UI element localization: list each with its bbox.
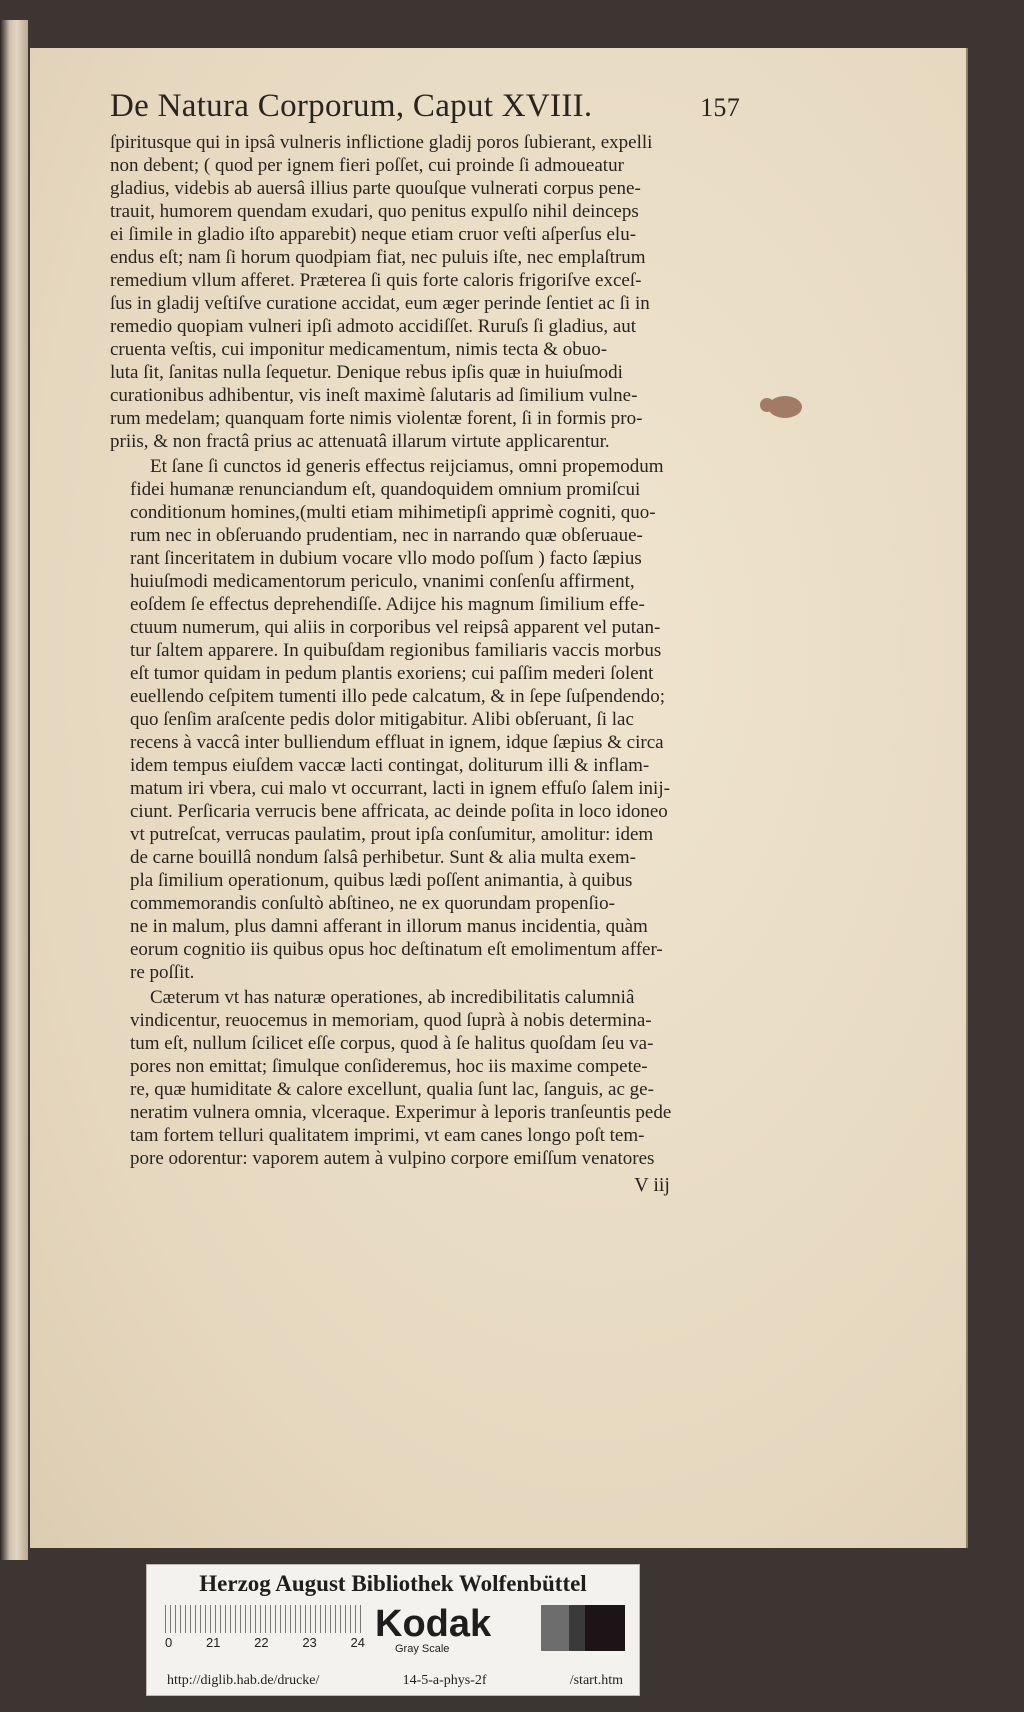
- text-line: re, quæ humiditate & calore excellunt, qualia ſunt lac, ſanguis, ac ge-: [130, 1079, 654, 1100]
- text-line: cruenta veſtis, cui imponitur medicamentum, nimis tecta & obuo-: [110, 339, 608, 360]
- ruler-numbers: [165, 1635, 365, 1650]
- gray-scale-label: Gray Scale: [395, 1643, 450, 1655]
- text-line: pla ſimilium operationum, quibus lædi poſſent animantia, à quibus: [130, 870, 633, 891]
- gray-swatch-mid: [569, 1605, 585, 1651]
- kodak-logo: Kodak: [375, 1603, 492, 1645]
- text-line: recens à vaccâ inter bulliendum effluat in ignem, idque ſæpius & circa: [130, 732, 664, 753]
- text-line: ſpiritusque qui in ipsâ vulneris inflictione gladij poros ſubierant, expelli: [110, 132, 653, 153]
- url-signature: 14-5-a-phys-2f: [402, 1673, 487, 1688]
- text-line: rum medelam; quanquam forte nimis violentæ forent, ſi in formis pro-: [110, 408, 643, 429]
- text-line: rum nec in obſeruando prudentiam, nec in narrando quæ obſeruaue-: [130, 525, 643, 546]
- ruler-number: 24: [350, 1635, 365, 1650]
- text-line: Et ſane ſi cunctos id generis effectus reijciamus, omni propemodum: [150, 456, 664, 477]
- adjacent-page-edge: [0, 20, 28, 1560]
- ruler-number: 23: [302, 1635, 317, 1650]
- text-line: tum eſt, nullum ſcilicet eſſe corpus, quod à ſe halitus quoſdam ſeu va-: [130, 1033, 654, 1054]
- text-line: ei ſimile in gladio iſto apparebit) neque etiam cruor veſti aſperſus elu-: [110, 224, 637, 245]
- url-start: /start.htm: [569, 1673, 623, 1688]
- text-line: rant ſinceritatem in dubium vocare vllo modo poſſum ) facto ſæpius: [130, 548, 642, 569]
- running-head-title: De Natura Corporum, Caput XVIII.: [110, 88, 593, 124]
- text-line: pore odorentur: vaporem autem à vulpino corpore emiſſum venatores: [130, 1148, 655, 1169]
- text-line: huiuſmodi medicamentorum periculo, vnanimi conſenſu affirment,: [130, 571, 635, 592]
- text-line: vt putreſcat, verrucas paulatim, prout ipſa conſumitur, amolitur: idem: [130, 824, 654, 845]
- text-line: endus eſt; nam ſi horum quodpiam fiat, nec puluis iſte, nec emplaſtrum: [110, 247, 646, 268]
- text-line: neratim vulnera omnia, vlceraque. Experimur à leporis tranſeuntis pede: [130, 1102, 672, 1123]
- text-line: ne in malum, plus damni afferant in illorum manus incidentia, quàm: [130, 916, 648, 937]
- ruler-number: 0: [165, 1635, 173, 1650]
- text-line: pores non emittat; ſimulque conſideremus, hoc iis maxime compete-: [130, 1056, 648, 1077]
- text-line: Cæterum vt has naturæ operationes, ab incredibilitatis calumniâ: [150, 987, 635, 1008]
- text-line: commemorandis conſultò abſtineo, ne ex quorundam propenſio-: [130, 893, 615, 914]
- text-line: trauit, humorem quendam exudari, quo penitus expulſo nihil deinceps: [110, 201, 639, 222]
- text-line: conditionum homines,(multi etiam mihimetipſi apprimè cogniti, quo-: [130, 502, 656, 523]
- source-url: [147, 1673, 639, 1689]
- text-line: quo ſenſim araſcente pedis dolor mitigabitur. Alibi obſeruant, ſi lac: [130, 709, 634, 730]
- text-line: tur ſaltem apparere. In quibuſdam regionibus familiaris vaccis morbus: [130, 640, 662, 661]
- url-base: http://diglib.hab.de/drucke/: [167, 1673, 320, 1688]
- page-text: [110, 88, 740, 1197]
- text-line: vindicentur, reuocemus in memoriam, quod ſuprà à nobis determina-: [130, 1010, 652, 1031]
- ruler-number: 22: [254, 1635, 269, 1650]
- running-head: [110, 88, 740, 125]
- ink-stain: [768, 396, 802, 418]
- scan-target-card: [146, 1564, 640, 1696]
- gray-swatch-dark: [585, 1605, 625, 1651]
- book-page: [30, 48, 966, 1548]
- text-line: remedio quopiam vulneri ipſi admoto accidiſſet. Ruruſs ſi gladius, aut: [110, 316, 637, 337]
- text-line: priis, & non fractâ prius ac attenuatâ illarum virtute applicarentur.: [110, 431, 610, 452]
- text-line: ctuum numerum, qui aliis in corporibus vel reipsâ apparent vel putan-: [130, 617, 661, 638]
- signature-mark: V iij: [634, 1174, 670, 1196]
- paragraph: [110, 131, 740, 453]
- gray-swatch-light: [541, 1605, 569, 1651]
- text-line: curationibus adhibentur, vis ineſt maximè ſalutaris ad ſimilium vulne-: [110, 385, 638, 406]
- paragraph: [110, 455, 740, 984]
- text-line: non debent; ( quod per ignem fieri poſſet, cui proinde ſi admoueatur: [110, 155, 624, 176]
- ruler-number: 21: [205, 1635, 221, 1650]
- text-line: de carne bouillâ nondum ſalsâ perhibetur. Sunt & alia multa exem-: [130, 847, 636, 868]
- library-name: Herzog August Bibliothek Wolfenbüttel: [199, 1571, 587, 1596]
- paragraph: [110, 986, 740, 1170]
- text-line: eſt tumor quidam in pedum plantis exoriens; cui paſſim mederi ſolent: [130, 663, 654, 684]
- text-line: tam fortem telluri qualitatem imprimi, vt eam canes longo poſt tem-: [130, 1125, 645, 1146]
- text-line: idem tempus eiuſdem vaccæ lacti contingat, doliturum illi & inflam-: [130, 755, 650, 776]
- text-line: matum iri vbera, cui malo vt occurrant, lacti in ignem effuſo ſalem inij-: [130, 778, 670, 799]
- text-line: luta ſit, ſanitas nulla ſequetur. Denique rebus ipſis quæ in huiuſmodi: [110, 362, 623, 383]
- text-line: ſus in gladij veſtiſve curatione accidat, eum æger perinde ſentiet ac ſi in: [110, 293, 650, 314]
- text-line: eoſdem ſe effectus deprehendiſſe. Adijce his magnum ſimilium effe-: [130, 594, 645, 615]
- text-line: eorum cognitio iis quibus opus hoc deſtinatum eſt emolimentum affer-: [130, 939, 663, 960]
- text-line: gladius, videbis ab auersâ illius parte quouſque vulnerati corpus pene-: [110, 178, 641, 199]
- body-paragraphs: [110, 131, 740, 1170]
- text-line: re poſſit.: [130, 962, 195, 983]
- text-line: euellendo ceſpitem tumenti illo pede calcatum, & in ſepe ſuſpendendo;: [130, 686, 665, 707]
- text-line: ciunt. Perſicaria verrucis bene affricata, ac deinde poſita in loco idoneo: [130, 801, 668, 822]
- text-line: fidei humanæ renunciandum eſt, quandoquidem omnium promiſcui: [130, 479, 641, 500]
- text-line: remedium vllum afferet. Præterea ſi quis forte caloris frigoriſve exceſ-: [110, 270, 642, 291]
- measurement-ruler: [165, 1605, 365, 1633]
- page-number: 157: [700, 93, 740, 122]
